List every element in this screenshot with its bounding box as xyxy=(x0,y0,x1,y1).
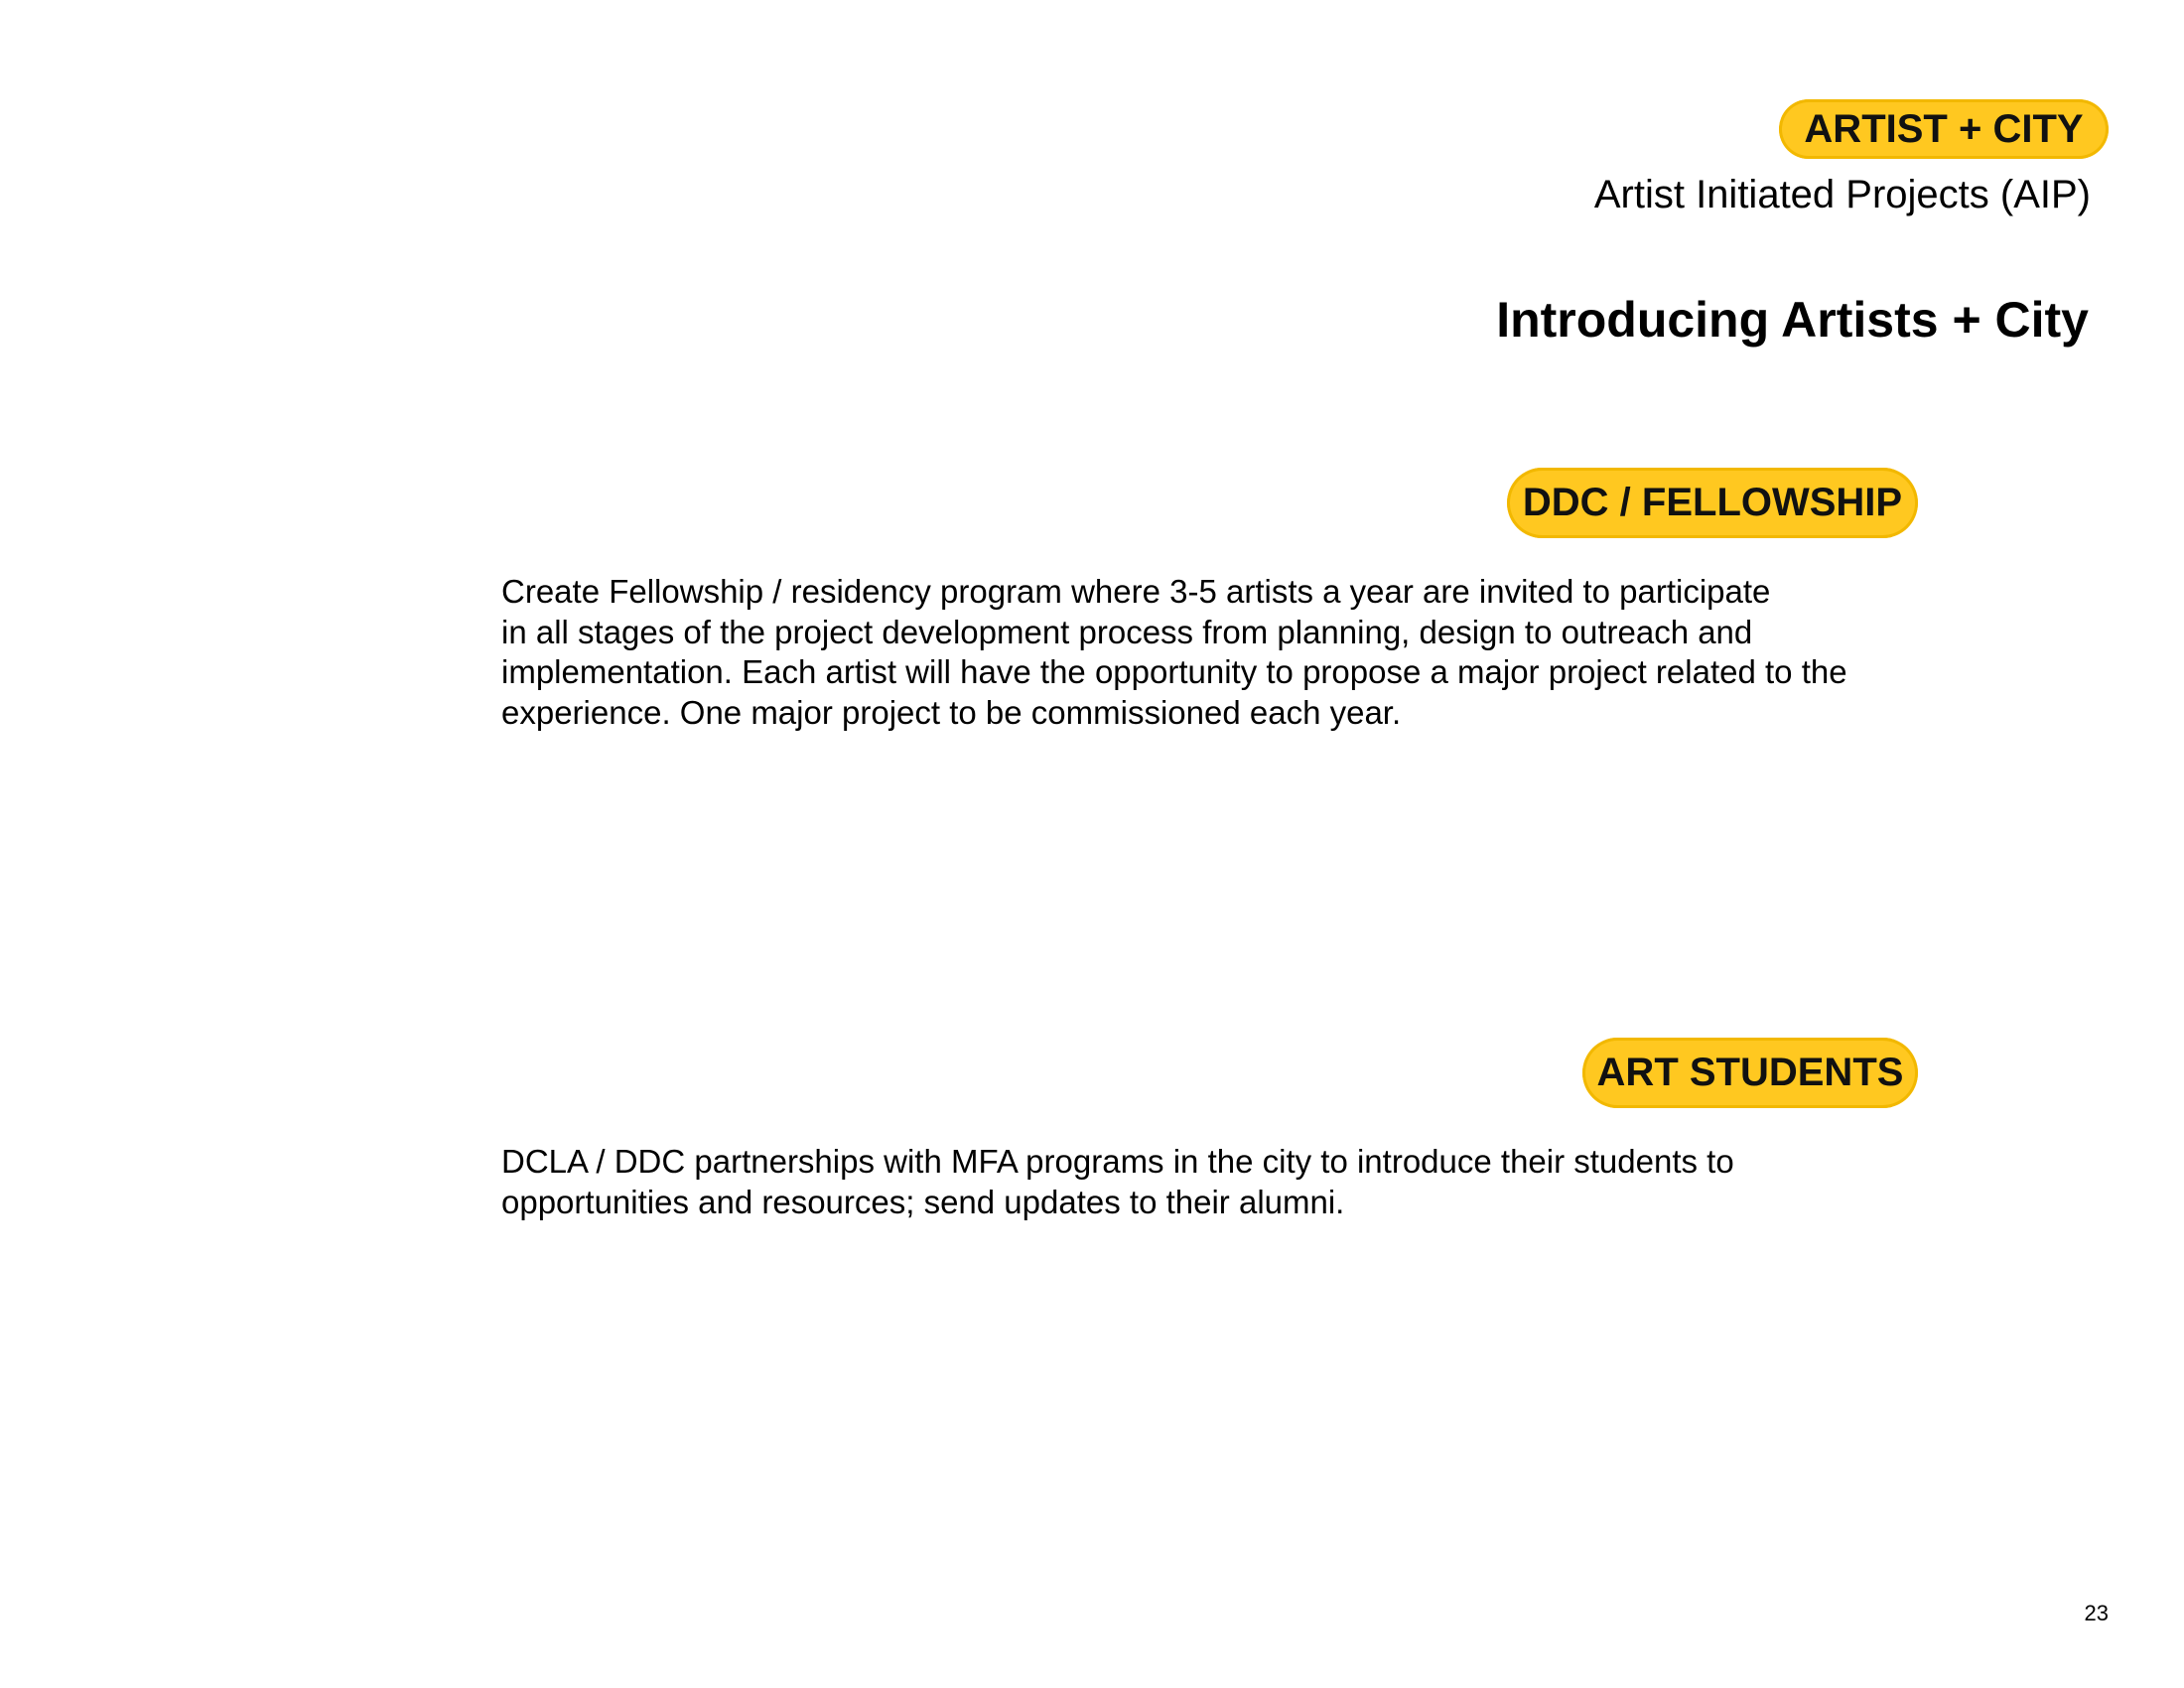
fellowship-line: in all stages of the project development process from planning, design to outreach and xyxy=(501,613,1753,650)
ddc-fellowship-badge: DDC / FELLOWSHIP xyxy=(1507,468,1918,538)
art-students-paragraph xyxy=(501,1142,1911,1222)
page-title: Introducing Artists + City xyxy=(1496,292,2089,348)
page-number: 23 xyxy=(2084,1601,2109,1625)
fellowship-line: implementation. Each artist will have the opportunity to propose a major project related to the xyxy=(501,653,1847,690)
artist-city-badge: ARTIST + CITY xyxy=(1779,99,2109,159)
page-subtitle: Artist Initiated Projects (AIP) xyxy=(1593,173,2091,216)
art-students-line: opportunities and resources; send updates to their alumni. xyxy=(501,1183,1345,1220)
fellowship-line: experience. One major project to be commissioned each year. xyxy=(501,693,1402,731)
fellowship-line: Create Fellowship / residency program where 3-5 artists a year are invited to participate xyxy=(501,573,1771,610)
fellowship-paragraph xyxy=(501,572,1911,733)
art-students-badge: ART STUDENTS xyxy=(1582,1038,1918,1108)
art-students-line: DCLA / DDC partnerships with MFA programs in the city to introduce their students to xyxy=(501,1143,1734,1180)
